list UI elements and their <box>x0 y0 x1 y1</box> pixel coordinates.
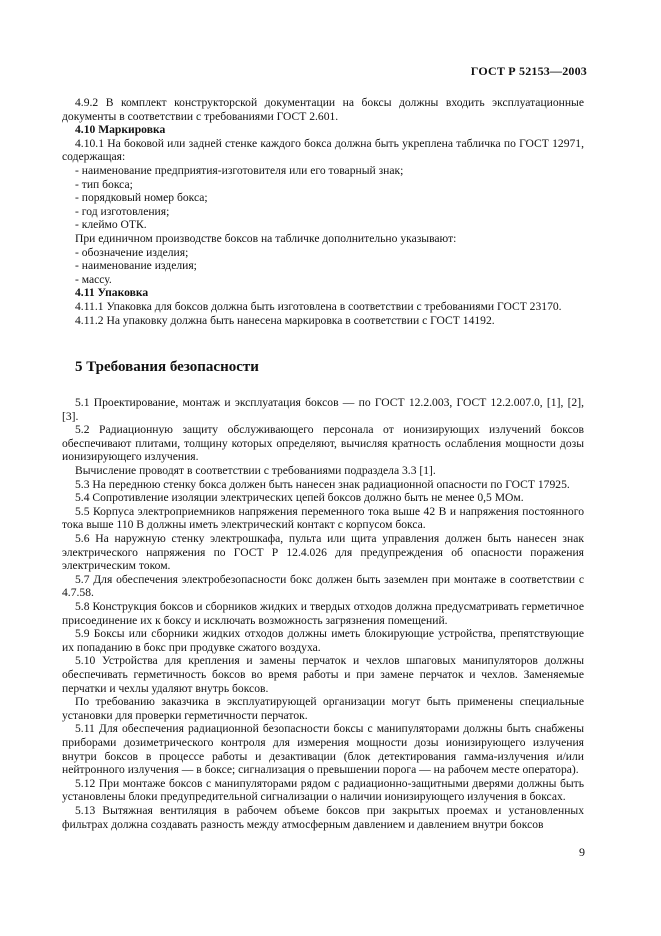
paragraph-5-10: 5.10 Устройства для крепления и замены перчаток и чехлов шпаговых манипуляторов должны обеспечивать герметичность боксов во время работы и при замене перчаток и чехлов. Заменяемые перчатки и чехлы удаляют внутрь боксов. <box>62 654 584 695</box>
list-item: - наименование предприятия-изготовителя или его товарный знак; <box>75 163 404 177</box>
paragraph-5-9: 5.9 Боксы или сборники жидких отходов должны иметь блокирующие устройства, препятствующие их попаданию в бокс при продувке сжатого воздуха. <box>62 627 584 654</box>
paragraph-5-12: 5.12 При монтаже боксов с манипуляторами рядом с радиационно-защитными дверями должны быть установлены блоки предупредительной сигнализации о наличии ионизирующего излучения в боксах. <box>62 776 584 804</box>
paragraph-5-11: 5.11 Для обеспечения радиационной безопасности боксы с манипуляторами должны быть снабжены приборами дозиметрического контроля для измерения мощности дозы ионизирующего излучения внутри боксов в процессе работы и дезактивации (блок детектирования гамма-излучения и/или нейтронного излучения — в боксе; сигнализация о превышении порога — на рабочем месте оператора). <box>62 722 584 777</box>
heading-4-11: 4.11 Упаковка <box>75 286 149 300</box>
paragraph-4-11-2: 4.11.2 На упаковку должна быть нанесена маркировка в соответствии с ГОСТ 14192. <box>75 313 495 327</box>
paragraph-single-production: При единичном производстве боксов на табличке дополнительно указывают: <box>75 231 457 245</box>
list-item: - обозначение изделия; <box>75 245 189 259</box>
paragraph-5-2-calc: Вычисление проводят в соответствии с требованиями подраздела 3.3 [1]. <box>75 464 436 478</box>
list-item: - год изготовления; <box>75 204 170 218</box>
list-item: - наименование изделия; <box>75 259 197 273</box>
list-item: - массу. <box>75 272 112 286</box>
paragraph-4-9-2: 4.9.2 В комплект конструкторской документации на боксы должны входить эксплуатационные документы в соответствии с требованиями ГОСТ 2.601. <box>62 96 584 123</box>
marking-list <box>62 164 584 232</box>
paragraph-5-6: 5.6 На наружную стенку электрошкафа, пульта или щита управления должен быть нанесен знак электрического напряжения по ГОСТ Р 12.4.026 для предупреждения об опасности поражения электрическим током. <box>62 532 584 573</box>
paragraph-5-2: 5.2 Радиационную защиту обслуживающего персонала от ионизирующих излучений боксов обеспечивают плитами, толщину которых определяют, вычисляя кратность ослабления мощности дозы ионизирующего излучения. <box>62 423 584 464</box>
list-item: - порядковый номер бокса; <box>75 191 208 205</box>
paragraph-4-10-1: 4.10.1 На боковой или задней стенке каждого бокса должна быть укреплена табличка по ГОСТ 12971, содержащая: <box>62 136 584 164</box>
paragraph-5-1: 5.1 Проектирование, монтаж и эксплуатация боксов — по ГОСТ 12.2.003, ГОСТ 12.2.007.0, [1], [2], [3]. <box>62 396 584 423</box>
paragraph-5-8: 5.8 Конструкция боксов и сборников жидких и твердых отходов должна предусматривать герметичное присоединение их к боксу и исключать возможность загрязнения помещений. <box>62 600 584 627</box>
paragraph-5-5: 5.5 Корпуса электроприемников напряжения переменного тока выше 42 В и напряжения постоянного тока выше 110 В должны иметь электрический контакт с корпусом бокса. <box>62 504 584 532</box>
paragraph-5-7: 5.7 Для обеспечения электробезопасности бокс должен быть заземлен при монтаже в соответствии с 4.7.58. <box>62 572 584 600</box>
paragraph-5-3: 5.3 На переднюю стенку бокса должен быть нанесен знак радиационной опасности по ГОСТ 17925. <box>75 477 570 491</box>
section-5-title: 5 Требования безопасности <box>75 359 259 376</box>
document-body <box>62 96 584 831</box>
paragraph-5-13: 5.13 Вытяжная вентиляция в рабочем объеме боксов при закрытых проемах и установленных фильтрах должна создавать разность между атмосферным давлением и давлением внутри боксов <box>62 803 584 831</box>
paragraph-5-4: 5.4 Сопротивление изоляции электрических цепей боксов должно быть не менее 0,5 МОм. <box>75 491 524 505</box>
list-item: - тип бокса; <box>75 177 133 191</box>
paragraph-4-11-1: 4.11.1 Упаковка для боксов должна быть изготовлена в соответствии с требованиями ГОСТ 23170. <box>75 299 562 313</box>
list-item: - клеймо ОТК. <box>75 218 147 232</box>
additional-marking-list <box>62 246 584 287</box>
document-code-header: ГОСТ Р 52153—2003 <box>470 64 587 78</box>
page-number: 9 <box>579 845 585 859</box>
paragraph-5-10-customer: По требованию заказчика в эксплуатирующей организации могут быть применены специальные установки для проверки герметичности перчаток. <box>62 695 584 722</box>
heading-4-10: 4.10 Маркировка <box>75 123 166 137</box>
